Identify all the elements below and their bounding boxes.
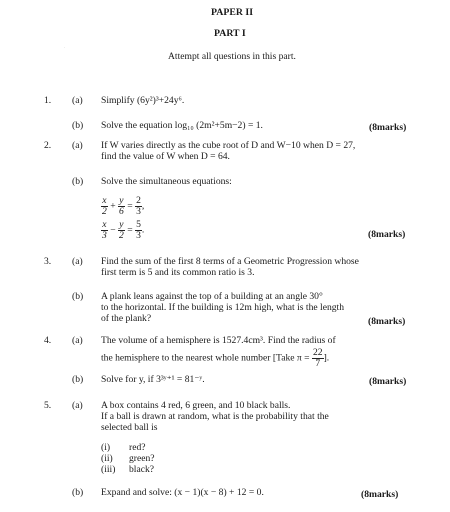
option-iii-num: (iii) <box>101 464 116 475</box>
q3a-label: (a) <box>72 256 83 267</box>
q5a-line3: selected ball is <box>101 422 158 433</box>
q5b-text: Expand and solve: (x − 1)(x − 8) + 12 = 0. <box>101 487 264 498</box>
q3a-line2: first term is 5 and its common ratio is 3. <box>101 267 255 278</box>
q1b-label: (b) <box>72 120 84 131</box>
q1a-label: (a) <box>72 95 83 106</box>
option-iii-text: black? <box>129 464 155 475</box>
q2b-label: (b) <box>72 176 84 187</box>
q2a-label: (a) <box>72 140 83 151</box>
q3-marks: (8marks) <box>368 316 406 327</box>
q1b-text: Solve the equation log₁₀ (2m²+5m−2) = 1. <box>101 120 263 131</box>
q4b-label: (b) <box>72 374 84 385</box>
eq1-frac-rhs: $\frac{2}{3}$ <box>136 195 141 217</box>
q4-marks: (8marks) <box>369 376 407 387</box>
q2a-line1: If W varies directly as the cube root of D and W−10 when D = 27, <box>101 140 356 151</box>
option-ii-num: (ii) <box>101 453 113 464</box>
q4a-label: (a) <box>72 335 83 346</box>
pi-fraction: $\frac{22}{7}$ <box>313 347 323 369</box>
q4-number: 4. <box>44 335 52 346</box>
eq1-frac-x: $\frac{x}{2}$ <box>102 195 107 217</box>
q4a-line1: The volume of a hemisphere is 1527.4cm³. Find the radius of <box>101 335 336 346</box>
q4a-line2: the hemisphere to the nearest whole number [Take π = $\frac{22}{7}$ ]. <box>101 347 330 369</box>
q1-number: 1. <box>44 95 52 106</box>
eq1-frac-y: $\frac{y}{6}$ <box>119 195 124 217</box>
q2a-line2: find the value of W when D = 64. <box>101 151 230 162</box>
option-i-num: (i) <box>101 442 111 453</box>
part-title: PART I <box>214 28 246 39</box>
eq2-frac-y: $\frac{y}{2}$ <box>119 219 124 241</box>
q3b-label: (b) <box>72 291 84 302</box>
q5-marks: (8marks) <box>361 489 399 500</box>
option-i-text: red? <box>129 442 146 453</box>
q3a-line1: Find the sum of the first 8 terms of a Geometric Progression whose <box>101 256 359 267</box>
option-ii-text: green? <box>129 453 155 464</box>
q1a-text: Simplify (6y²)³+24y⁶. <box>101 95 185 106</box>
equation-1: $\frac{x}{2}$ + $\frac{y}{6}$ = $\frac{2}{3}$ , <box>102 195 145 217</box>
eq2-frac-x: $\frac{x}{3}$ <box>102 219 107 241</box>
q5a-label: (a) <box>72 400 83 411</box>
q5a-line2: If a ball is drawn at random, what is the probability that the <box>101 411 329 422</box>
q2-number: 2. <box>44 140 52 151</box>
equation-2: $\frac{x}{3}$ − $\frac{y}{2}$ = $\frac{5}{3}$ . <box>102 219 145 241</box>
paper-title: PAPER II <box>211 7 254 18</box>
q1-marks: (8marks) <box>369 122 407 133</box>
q4b-text: Solve for y, if 3³ʸ⁺¹ = 81⁻ʸ. <box>101 374 205 385</box>
q3b-line2: to the horizontal. If the building is 12m high, what is the length <box>101 302 345 313</box>
q3b-line1: A plank leans against the top of a building at an angle 30° <box>101 291 323 302</box>
q2b-text: Solve the simultaneous equations: <box>101 176 232 187</box>
eq2-frac-rhs: $\frac{5}{3}$ <box>136 219 141 241</box>
q3b-line3: of the plank? <box>101 313 152 324</box>
stray-mark: · <box>64 45 66 50</box>
q5-number: 5. <box>44 400 52 411</box>
q2-marks: (8marks) <box>368 229 406 240</box>
q5a-line1: A box contains 4 red, 6 green, and 10 black balls. <box>101 400 291 411</box>
q5b-label: (b) <box>72 487 84 498</box>
q3-number: 3. <box>44 256 52 267</box>
instruction: Attempt all questions in this part. <box>168 51 296 62</box>
